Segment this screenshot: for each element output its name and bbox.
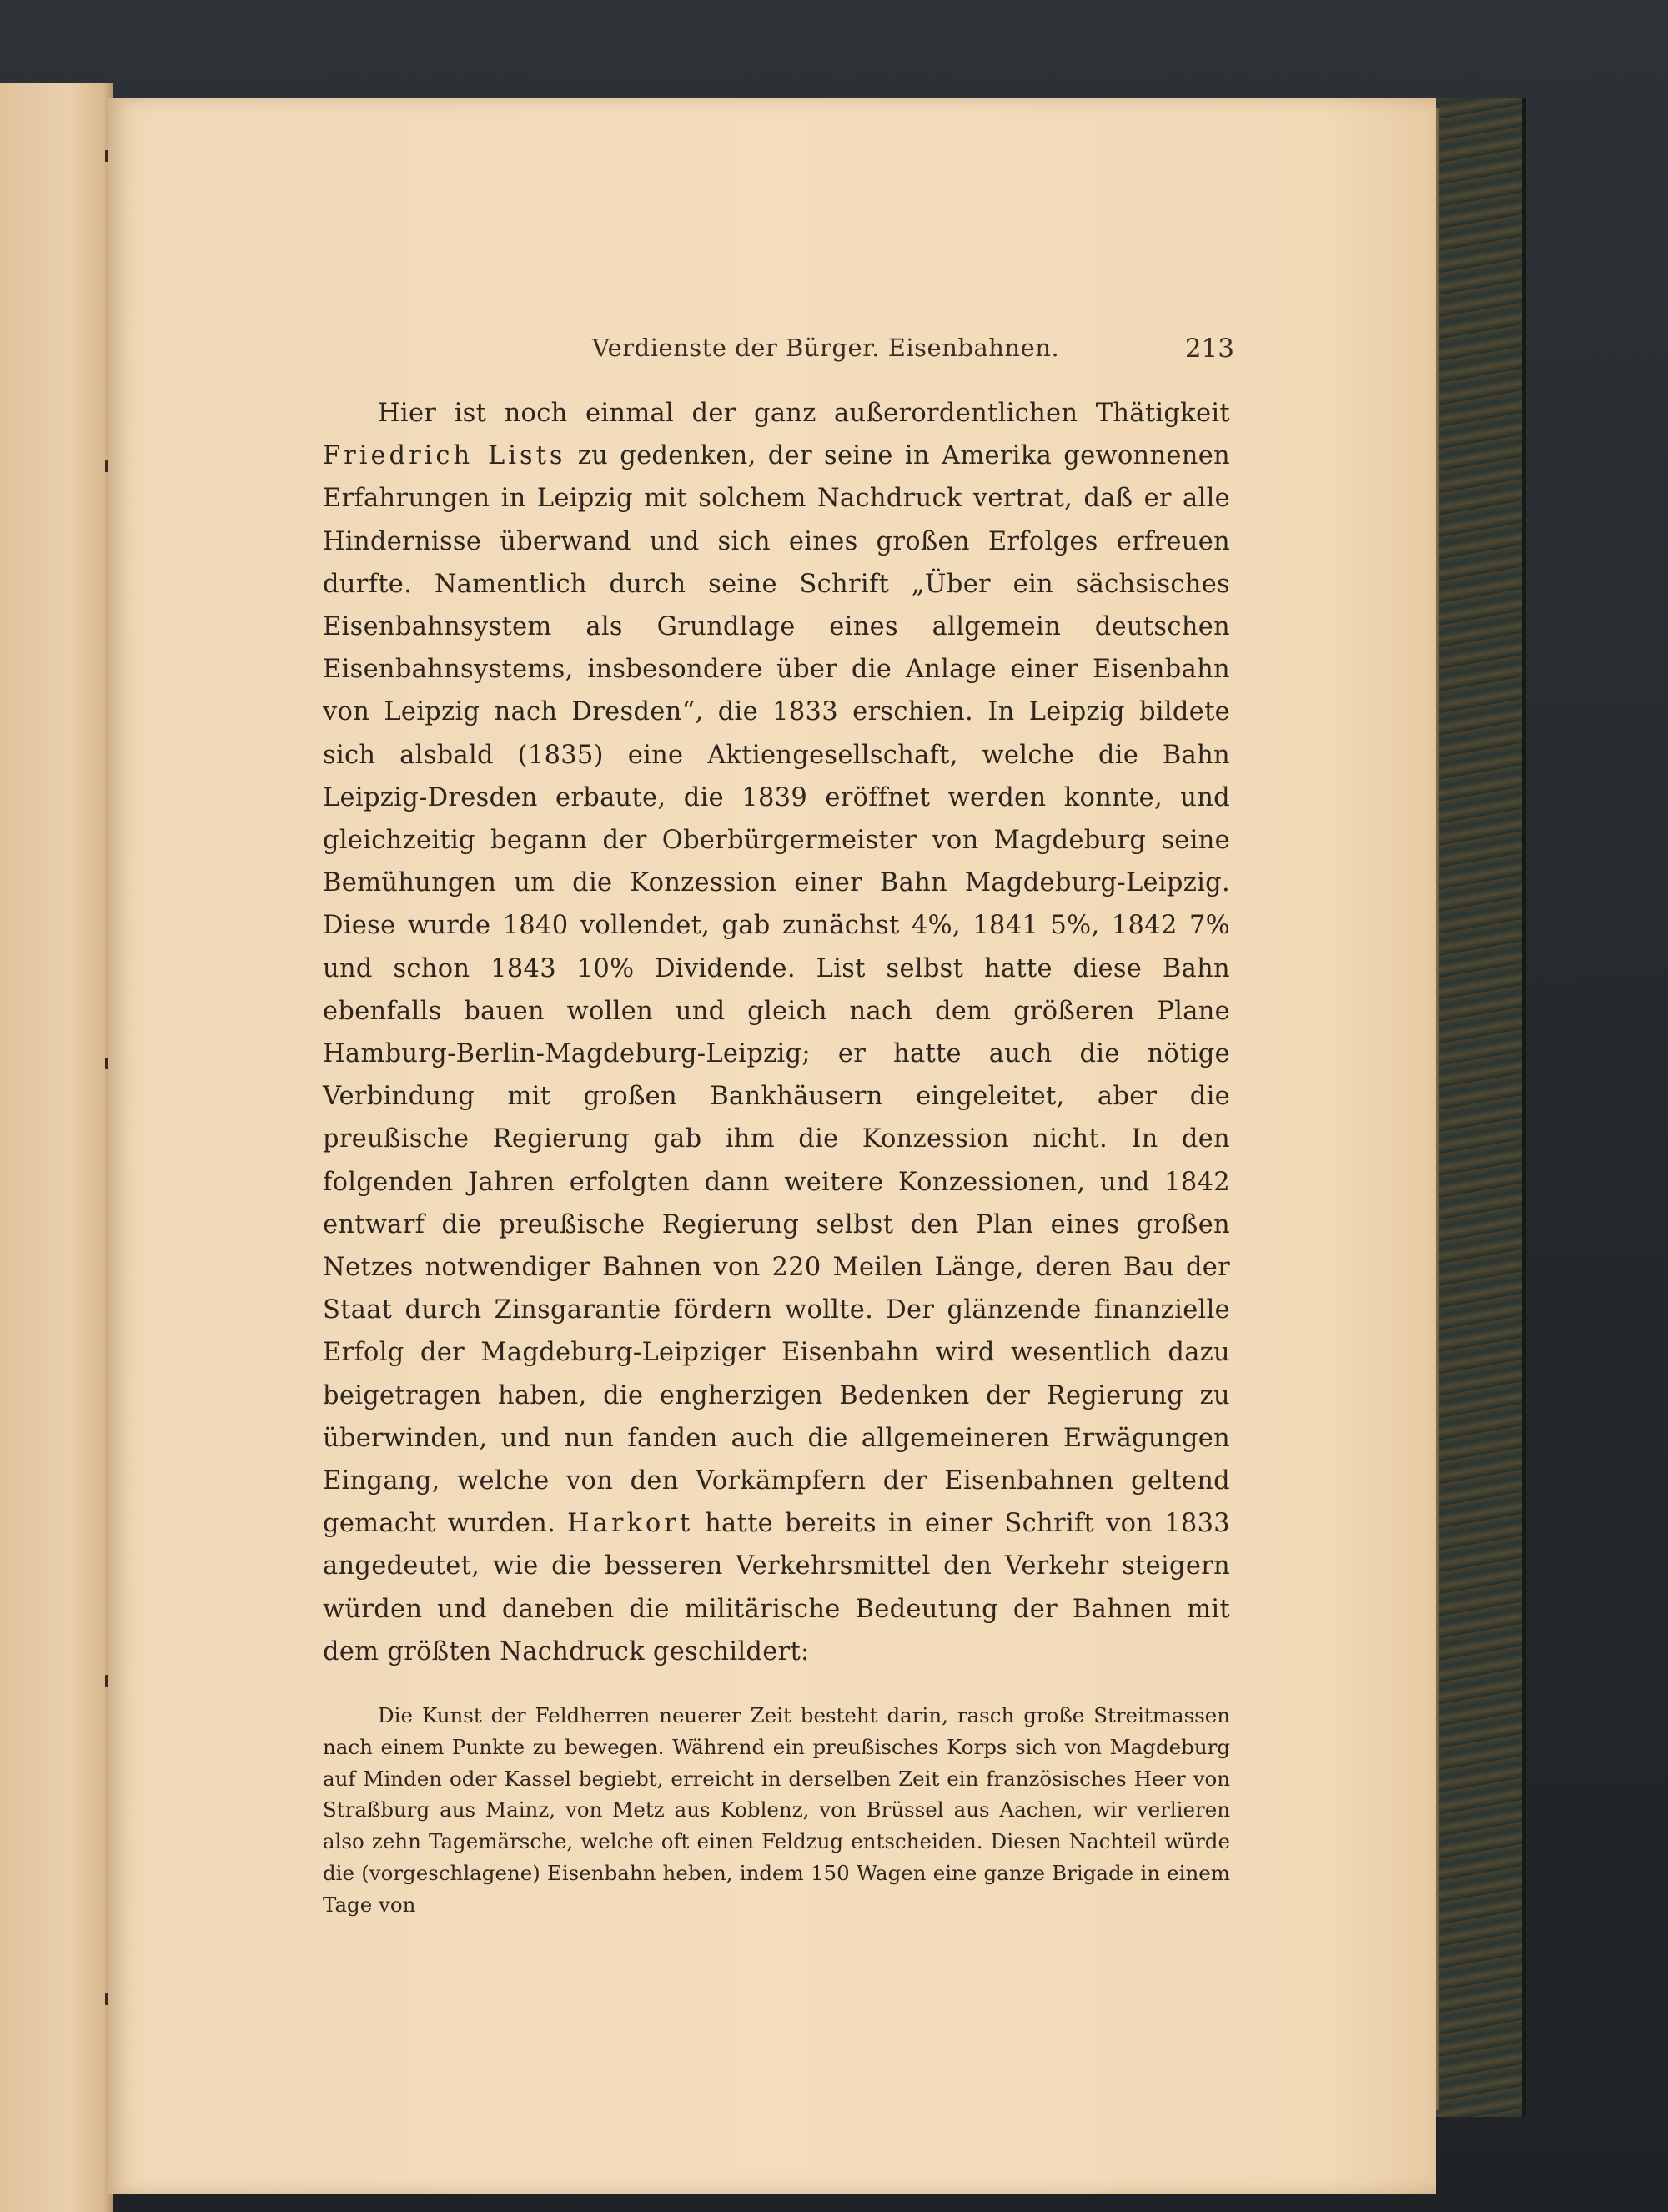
previous-page-edge [0, 83, 113, 2212]
paragraph-text: Hier ist noch einmal der ganz außerordentlichen Thätigkeit [378, 399, 1230, 428]
page-number: 213 [1184, 334, 1234, 364]
emphasized-name-harkort: Harkort [567, 1509, 694, 1539]
book-page [108, 98, 1436, 2194]
main-paragraph [323, 392, 1230, 1673]
block-quote: Die Kunst der Feldherren neuerer Zeit besteht darin, rasch große Streitmassen nach einem Punkte zu bewegen. Während ein preußisches Korps sich von Magdeburg auf Minden oder Kassel begiebt, erreicht in derselben Zeit ein französisches Heer von Straßburg aus Mainz, von Metz aus Koblenz, von Brüssel aus Aachen, wir verlieren also zehn Tagemärsche, welche oft einen Feldzug entscheiden. Diesen Nachteil würde die (vorgeschlagene) Eisenbahn heben, indem 150 Wagen eine ganze Brigade in einem Tage von [323, 1703, 1230, 1917]
marbled-book-cover [1428, 98, 1526, 2117]
header-title: Verdienste der Bürger. Eisenbahnen. [591, 334, 1060, 362]
paragraph-text: hatte bereits in einer Schrift von 1833 angedeutet, wie die besseren Verkehrsmittel den Verkehr steigern würden und daneben die militärische Bedeutung der Bahnen mit dem größten Nachdruck geschildert: [323, 1509, 1231, 1667]
emphasized-name-list: Friedrich Lists [323, 441, 566, 471]
running-header [108, 334, 1436, 370]
paragraph-text: zu gedenken, der seine in Amerika gewonnenen Erfahrungen in Leipzig mit solchem Nachdruck vertrat, daß er alle Hindernisse überwand und sich eines großen Erfolges erfreuen durfte. Namentlich durch seine Schrift „Über ein sächsisches Eisenbahnsystem als Grundlage eines allgemein deutschen Eisenbahnsystems, insbesondere über die Anlage einer Eisenbahn von Leipzig nach Dresden“, die 1833 erschien. In Leipzig bildete sich alsbald (1835) eine Aktiengesellschaft, welche die Bahn Leipzig-Dresden erbaute, die 1839 eröffnet werden konnte, und gleichzeitig begann der Oberbürgermeister von Magdeburg seine Bemühungen um die Konzession einer Bahn Magdeburg-Leipzig. Diese wurde 1840 vollendet, gab zunächst 4%, 1841 5%, 1842 7% und schon 1843 10% Dividende. List selbst hatte diese Bahn ebenfalls bauen wollen und gleich nach dem größeren Plane Hamburg-Berlin-Magdeburg-Leipzig; er hatte auch die nötige Verbindung mit großen Bankhäusern eingeleitet, aber die preußische Regierung gab ihm die Konzession nicht. In den folgenden Jahren erfolgten dann weitere Konzessionen, und 1842 entwarf die preußische Regierung selbst den Plan eines großen Netzes notwendiger Bahnen von 220 Meilen Länge, deren Bau der Staat durch Zinsgarantie fördern wollte. Der glänzende finanzielle Erfolg der Magdeburg-Leipziger Eisenbahn wird wesentlich dazu beigetragen haben, die engherzigen Bedenken der Regierung zu überwinden, und nun fanden auch die allgemeineren Erwägungen Eingang, welche von den Vorkämpfern der Eisenbahnen geltend gemacht wurden. [323, 441, 1230, 1539]
